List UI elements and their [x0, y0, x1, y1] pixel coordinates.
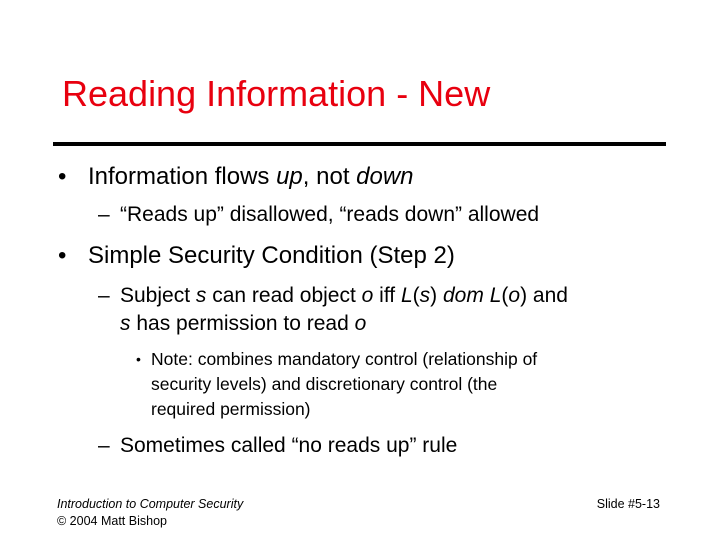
- note-line-2: security levels) and discretionary control (the: [151, 374, 498, 394]
- footer-copyright: © 2004 Matt Bishop: [57, 514, 167, 528]
- text-run-italic: o: [508, 284, 521, 307]
- text-run: has permission to read: [130, 312, 355, 335]
- title-underline-rule: [53, 142, 666, 146]
- text-run-italic: L: [400, 284, 413, 307]
- text-run: can read object: [206, 284, 362, 307]
- slide-number: Slide #5-13: [596, 497, 660, 511]
- bullet-1-text: [88, 162, 414, 192]
- text-run-italic: L: [489, 284, 502, 307]
- text-run: (: [412, 284, 420, 307]
- footer-credits: [57, 496, 243, 530]
- bullet-2-marker: •: [58, 242, 67, 269]
- text-run-italic: down: [356, 163, 414, 190]
- slide-title: Reading Information - New: [62, 73, 491, 114]
- bullet-1-marker: •: [58, 163, 67, 190]
- note-line-3: required permission): [151, 399, 311, 419]
- text-run-italic: up: [276, 163, 303, 190]
- text-run-italic: dom: [442, 284, 484, 307]
- bullet-2-sub-2-text: Sometimes called “no reads up” rule: [120, 434, 458, 457]
- text-run: ): [430, 284, 443, 307]
- bullet-2-sub-1-line-1: [120, 283, 568, 309]
- footer-course-title: Introduction to Computer Security: [57, 497, 244, 511]
- bullet-1-sub-1-text: “Reads up” disallowed, “reads down” allowed: [120, 203, 540, 226]
- note-line-1: Note: combines mandatory control (relationship of: [151, 349, 538, 369]
- text-run-italic: o: [354, 312, 367, 335]
- text-run: iff: [373, 284, 401, 307]
- text-run: Subject: [120, 284, 196, 307]
- text-run-italic: s: [195, 284, 207, 307]
- bullet-2-text: Simple Security Condition (Step 2): [88, 242, 455, 269]
- text-run-italic: s: [419, 284, 431, 307]
- bullet-2-sub-1-line-2: [120, 311, 366, 337]
- text-run-italic: s: [120, 312, 131, 335]
- sub-bullet-marker: –: [98, 203, 110, 226]
- text-run: ) and: [520, 284, 568, 307]
- sub-bullet-marker: –: [98, 284, 110, 307]
- text-run: , not: [302, 163, 357, 190]
- note-marker: •: [136, 351, 141, 367]
- sub-bullet-marker: –: [98, 434, 110, 457]
- text-run-italic: o: [361, 284, 374, 307]
- text-run: Information flows: [88, 163, 277, 190]
- text-run: (: [501, 284, 509, 307]
